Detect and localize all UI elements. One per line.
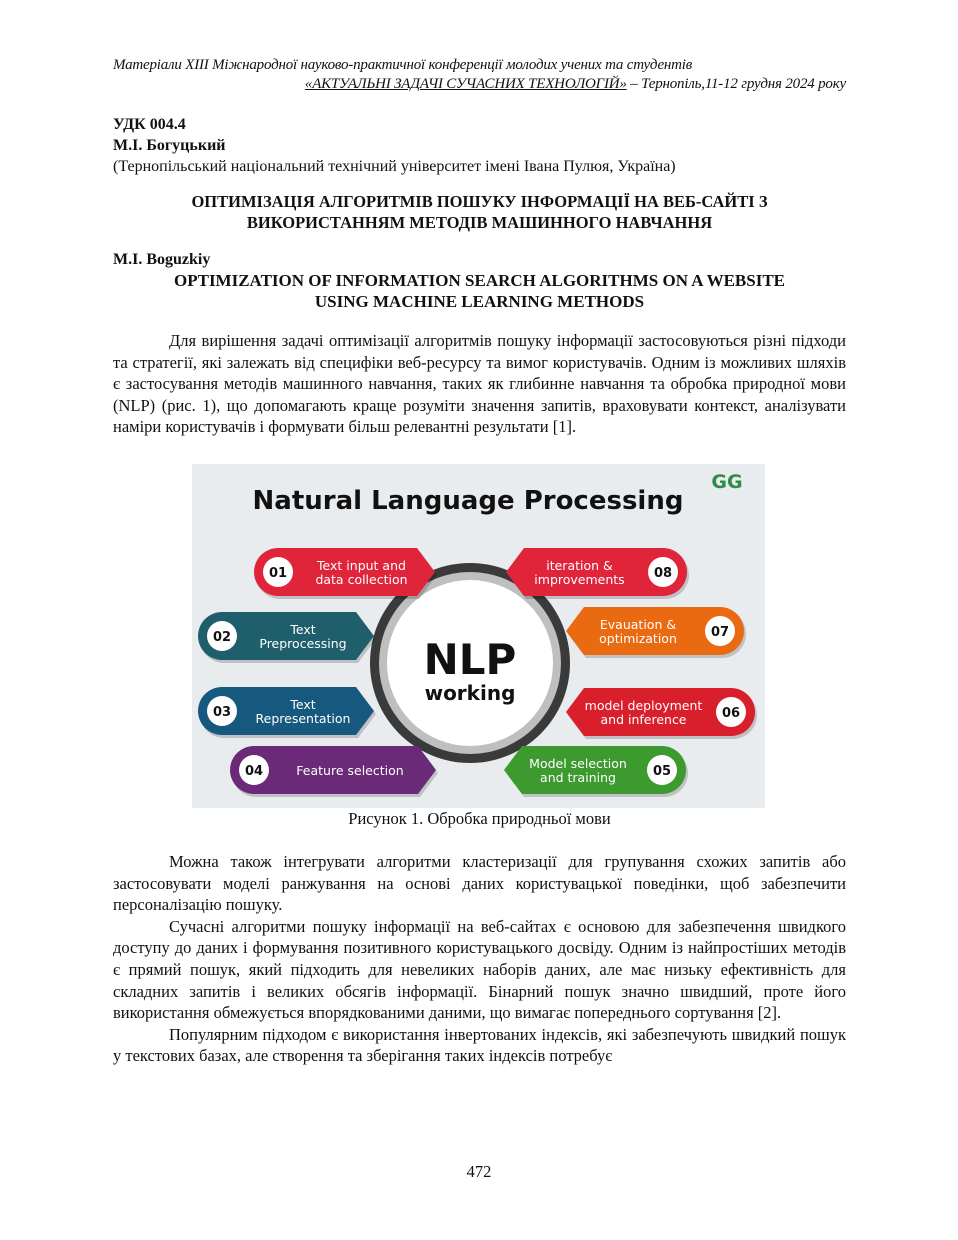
paragraph-3: Сучасні алгоритми пошуку інформації на веб-сайтах є основою для забезпечення швидкого доступу до даних і формування позитивного користувацького досвіду. Одним із найпростіших методів є прямий пошук, який підходить для невеликих наборів даних, але має низьку ефективність для складних запитів і великих обсягів інформації. Бінарний пошук значно швидший, проте його використання обмежується впорядкованими даними, що вимагає попереднього сортування [2]. xyxy=(113,916,846,1023)
article-meta xyxy=(113,114,846,177)
title-ua-line-1: ОПТИМІЗАЦІЯ АЛГОРИТМІВ ПОШУКУ ІНФОРМАЦІЇ НА ВЕБ-САЙТІ З xyxy=(191,192,768,211)
step-label: model deployment xyxy=(584,697,703,713)
step-number: 07 xyxy=(710,624,730,640)
step-06 xyxy=(566,688,757,739)
step-label: Preprocessing xyxy=(259,635,347,651)
step-label: Text input and xyxy=(317,557,406,573)
step-number: 08 xyxy=(653,565,673,581)
udk-code: УДК 004.4 xyxy=(113,116,186,133)
step-label: Text xyxy=(290,621,316,637)
paper-page xyxy=(113,56,846,1067)
step-label: Representation xyxy=(255,710,351,726)
step-label: improvements xyxy=(534,571,625,587)
conference-date: – Тернопіль,11-12 грудня 2024 року xyxy=(626,76,846,92)
step-label: Evauation & xyxy=(599,616,677,632)
paragraph-2: Можна також інтегрувати алгоритми кластеризації для групування схожих запитів або застосовувати моделі ранжування на основі даних користувацької поведінки, щоб забезпечити персоналізацію пошуку. xyxy=(113,851,846,915)
step-number: 04 xyxy=(244,763,264,779)
step-label: Text xyxy=(290,696,316,712)
step-04 xyxy=(230,746,438,797)
step-07 xyxy=(566,607,746,658)
nlp-figure xyxy=(192,464,765,808)
step-08 xyxy=(506,548,689,599)
title-en xyxy=(113,270,846,312)
header-line-1: Матеріали XIII Міжнародної науково-практичної конференції молодих учених та студентів xyxy=(113,57,693,73)
step-02 xyxy=(198,612,376,663)
affiliation: (Тернопільський національний технічний університет імені Івана Пулюя, Україна) xyxy=(113,158,676,175)
conference-header xyxy=(113,56,846,94)
hub-nlp-label: NLP xyxy=(423,634,517,684)
nlp-diagram xyxy=(192,464,765,808)
paragraph-4: Популярним підходом є використання інвертованих індексів, які забезпечують швидкий пошук у текстових базах, але створення та зберігання таких індексів потребує xyxy=(113,1024,846,1066)
gfg-logo-icon: GG xyxy=(711,470,743,493)
hub-working-label: working xyxy=(424,680,516,705)
step-number: 02 xyxy=(212,629,232,645)
figure-title: Natural Language Processing xyxy=(252,485,684,516)
title-ua xyxy=(113,191,846,233)
title-en-line-2: USING MACHINE LEARNING METHODS xyxy=(314,292,645,311)
step-number: 05 xyxy=(652,763,672,779)
step-05 xyxy=(504,746,688,797)
author-ua: М.І. Богуцький xyxy=(113,137,226,154)
step-label: and training xyxy=(540,769,616,785)
figure-caption: Рисунок 1. Обробка природньої мови xyxy=(348,808,611,828)
step-number: 01 xyxy=(268,565,288,581)
header-line-2 xyxy=(113,75,846,94)
step-label: iteration & xyxy=(546,557,613,573)
step-label: optimization xyxy=(599,630,677,646)
author-en: M.I. Boguzkiy xyxy=(113,251,211,268)
step-label: Model selection xyxy=(529,755,627,771)
step-label: data collection xyxy=(315,571,408,587)
title-ua-line-2: ВИКОРИСТАННЯМ МЕТОДІВ МАШИННОГО НАВЧАННЯ xyxy=(246,213,713,232)
step-03 xyxy=(198,687,376,738)
title-en-line-1: OPTIMIZATION OF INFORMATION SEARCH ALGORITHMS ON A WEBSITE xyxy=(174,271,785,290)
step-label: and inference xyxy=(600,711,687,727)
paragraph-1: Для вирішення задачі оптимізації алгоритмів пошуку інформації застосовуються різні підходи та стратегії, які залежать від специфіки веб-ресурсу та вимог користувачів. Одним із можливих шляхів є застосування методів машинного навчання, таких як глибинне навчання та обробка природної мови (NLP) (рис. 1), що допомагають краще розуміти значення запитів, враховувати контекст, аналізувати наміри користувачів і формувати більш релевантні результати [1]. xyxy=(113,331,846,437)
step-number: 06 xyxy=(721,705,741,721)
step-label: Feature selection xyxy=(296,762,404,778)
step-number: 03 xyxy=(212,704,232,720)
conference-name: «АКТУАЛЬНІ ЗАДАЧІ СУЧАСНИХ ТЕХНОЛОГІЙ» xyxy=(304,76,627,92)
step-01 xyxy=(254,548,437,599)
page-number: 472 xyxy=(466,1162,492,1181)
